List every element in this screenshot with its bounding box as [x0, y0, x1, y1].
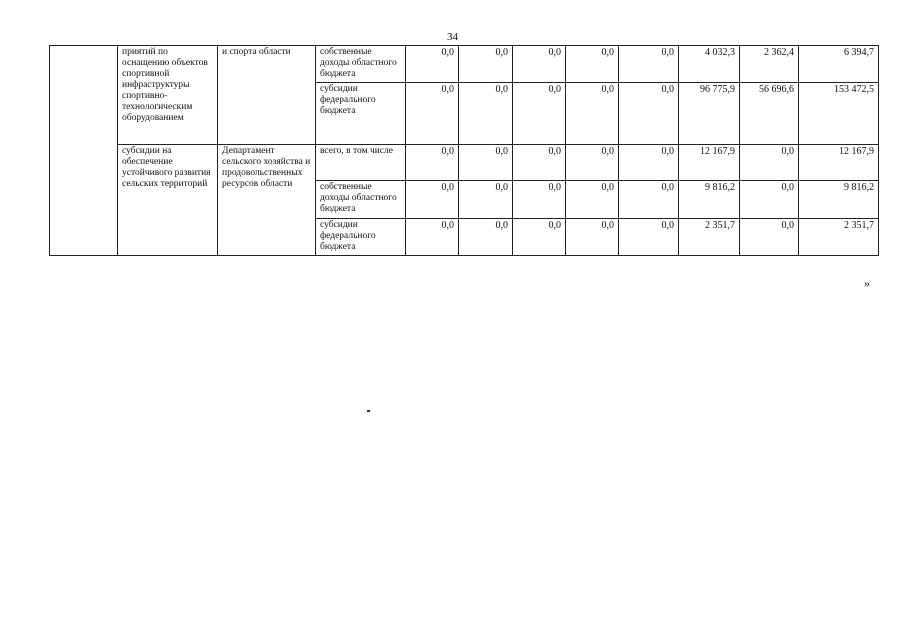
index-cell: [50, 46, 118, 256]
value-cell: 0,0: [406, 219, 459, 256]
measure-cell: приятий по оснащению объектов спортивной инфраструктуры спортивно-технологическим оборудованием: [118, 46, 218, 145]
table-row: [50, 145, 879, 181]
value-cell: 0,0: [406, 181, 459, 219]
budget-table: [49, 45, 879, 256]
value-cell: 0,0: [740, 145, 799, 181]
executor-cell: Департамент сельского хозяйства и продовольственных ресурсов области: [218, 145, 316, 256]
value-cell: 0,0: [619, 46, 679, 83]
value-cell: 0,0: [566, 219, 619, 256]
value-cell: 2 351,7: [679, 219, 740, 256]
value-cell: 6 394,7: [799, 46, 879, 83]
value-cell: 0,0: [566, 181, 619, 219]
value-cell: 12 167,9: [799, 145, 879, 181]
value-cell: 0,0: [566, 46, 619, 83]
funding-source-cell: всего, в том числе: [316, 145, 406, 181]
value-cell: 0,0: [513, 219, 566, 256]
value-cell: 0,0: [459, 145, 513, 181]
value-cell: 96 775,9: [679, 83, 740, 145]
value-cell: 4 032,3: [679, 46, 740, 83]
scan-speck: [367, 410, 370, 412]
funding-source-cell: собственные доходы областного бюджета: [316, 181, 406, 219]
value-cell: 0,0: [513, 83, 566, 145]
value-cell: 0,0: [406, 83, 459, 145]
executor-cell: и спорта области: [218, 46, 316, 145]
funding-source-cell: субсидии федерального бюджета: [316, 219, 406, 256]
value-cell: 153 472,5: [799, 83, 879, 145]
value-cell: 0,0: [459, 181, 513, 219]
value-cell: 0,0: [740, 181, 799, 219]
closing-quote-mark: »: [864, 276, 870, 290]
value-cell: 0,0: [406, 145, 459, 181]
value-cell: 0,0: [566, 83, 619, 145]
table-row: [50, 46, 879, 83]
value-cell: 0,0: [459, 219, 513, 256]
value-cell: 0,0: [619, 83, 679, 145]
value-cell: 0,0: [513, 46, 566, 83]
value-cell: 0,0: [406, 46, 459, 83]
value-cell: 56 696,6: [740, 83, 799, 145]
value-cell: 9 816,2: [799, 181, 879, 219]
value-cell: 0,0: [513, 145, 566, 181]
value-cell: 0,0: [619, 145, 679, 181]
value-cell: 0,0: [619, 181, 679, 219]
page-number: 34: [447, 31, 458, 43]
value-cell: 12 167,9: [679, 145, 740, 181]
value-cell: 0,0: [619, 219, 679, 256]
funding-source-cell: собственные доходы областного бюджета: [316, 46, 406, 83]
funding-source-cell: субсидии федерального бюджета: [316, 83, 406, 145]
value-cell: 2 362,4: [740, 46, 799, 83]
value-cell: 0,0: [513, 181, 566, 219]
measure-cell: субсидии на обеспечение устойчивого развития сельских территорий: [118, 145, 218, 256]
value-cell: 0,0: [459, 83, 513, 145]
value-cell: 2 351,7: [799, 219, 879, 256]
value-cell: 0,0: [459, 46, 513, 83]
value-cell: 9 816,2: [679, 181, 740, 219]
value-cell: 0,0: [740, 219, 799, 256]
value-cell: 0,0: [566, 145, 619, 181]
